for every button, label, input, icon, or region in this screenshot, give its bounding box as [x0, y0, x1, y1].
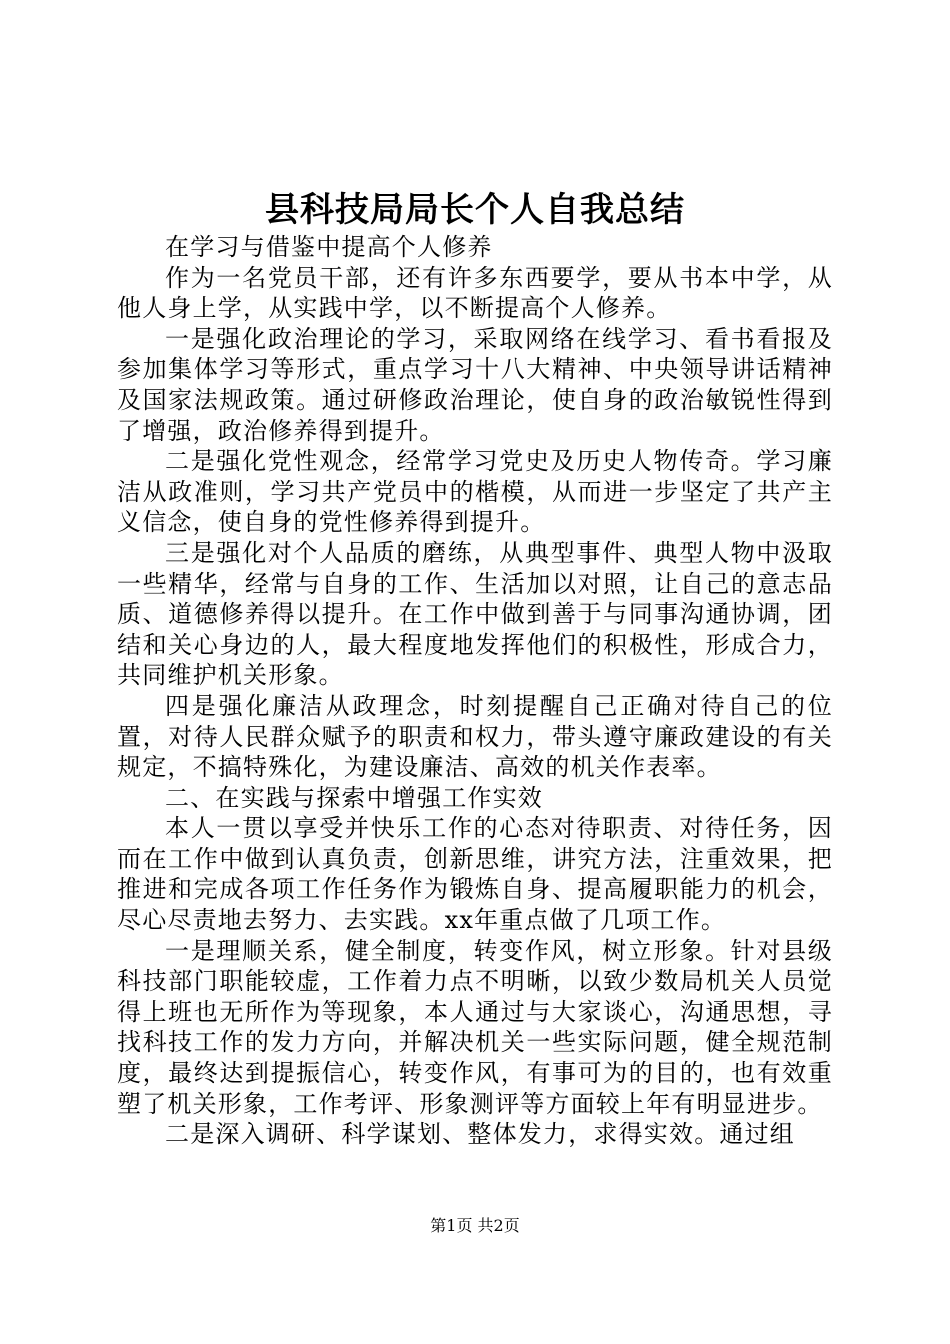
document-body — [117, 232, 833, 1150]
page-number: 第1页 共2页 — [430, 1216, 520, 1235]
paragraph: 一是强化政治理论的学习，采取网络在线学习、看书看报及参加集体学习等形式，重点学习十八大精神、中央领导讲话精神及国家法规政策。通过研修政治理论，使自身的政治敏锐性得到了增强，政治修养得到提升。 — [117, 324, 833, 445]
paragraph: 作为一名党员干部，还有许多东西要学，要从书本中学，从他人身上学，从实践中学，以不断提高个人修养。 — [117, 263, 833, 323]
section-heading: 二、在实践与探索中增强工作实效 — [165, 783, 543, 812]
document-title: 县科技局局长个人自我总结 — [265, 190, 685, 230]
paragraph: 二是深入调研、科学谋划、整体发力，求得实效。通过组 — [165, 1120, 795, 1149]
paragraph: 二是强化党性观念，经常学习党史及历史人物传奇。学习廉洁从政准则，学习共产党员中的楷模，从而进一步坚定了共产主义信念，使自身的党性修养得到提升。 — [117, 447, 833, 537]
page-footer — [0, 1214, 950, 1238]
paragraph: 一是理顺关系，健全制度，转变作风，树立形象。针对县级科技部门职能较虚，工作着力点不明晰，以致少数局机关人员觉得上班也无所作为等现象，本人通过与大家谈心，沟通思想，寻找科技工作的发力方向，并解决机关一些实际问题，健全规范制度，最终达到提振信心，转变作风，有事可为的目的，也有效重塑了机关形象，工作考评、形象测评等方面较上年有明显进步。 — [117, 936, 833, 1118]
paragraph: 本人一贯以享受并快乐工作的心态对待职责、对待任务，因而在工作中做到认真负责，创新思维，讲究方法，注重效果，把推进和完成各项工作任务作为锻炼自身、提高履职能力的机会，尽心尽责地去努力、去实践。xx年重点做了几项工作。 — [117, 814, 833, 935]
paragraph: 三是强化对个人品质的磨练，从典型事件、典型人物中汲取一些精华，经常与自身的工作、生活加以对照，让自己的意志品质、道德修养得以提升。在工作中做到善于与同事沟通协调，团结和关心身边的人，最大程度地发挥他们的积极性，形成合力，共同维护机关形象。 — [117, 538, 833, 690]
paragraph: 四是强化廉洁从政理念，时刻提醒自己正确对待自己的位置，对待人民群众赋予的职责和权力，带头遵守廉政建设的有关规定，不搞特殊化，为建设廉洁、高效的机关作表率。 — [117, 691, 833, 782]
paragraph: 在学习与借鉴中提高个人修养 — [165, 233, 493, 261]
